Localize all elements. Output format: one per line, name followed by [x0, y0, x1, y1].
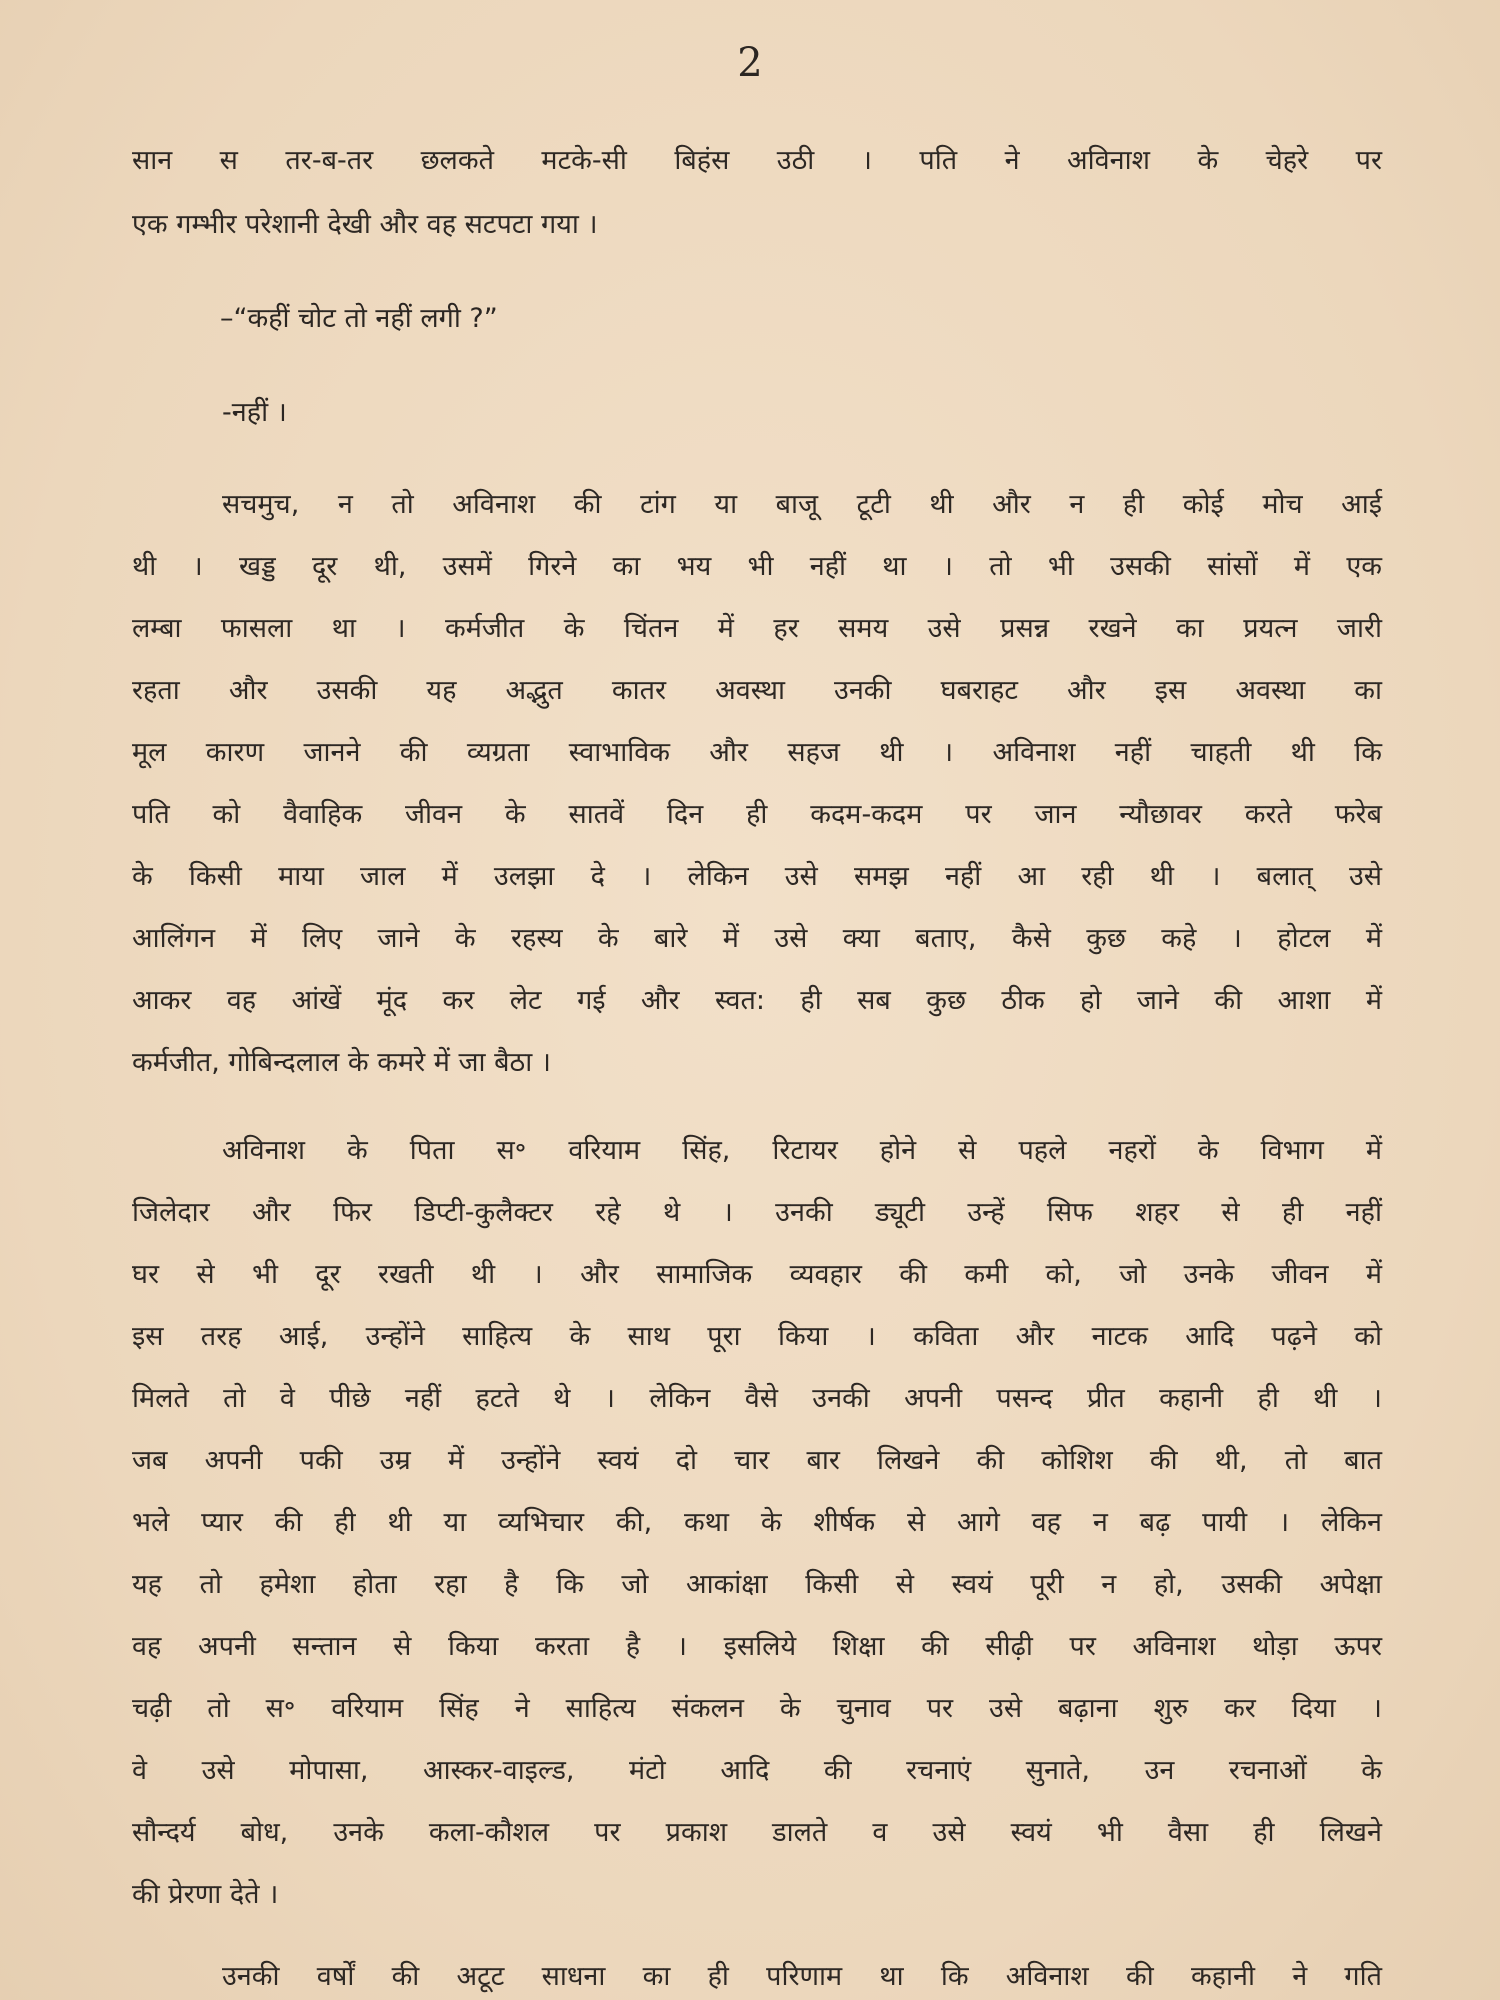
text-line: मिलते तो वे पीछे नहीं हटते थे । लेकिन वैसे उनकी अपनी पसन्द प्रीत कहानी ही थी ।	[132, 1383, 1382, 1414]
text-line: आकर वह आंखें मूंद कर लेट गई और स्वत: ही सब कुछ ठीक हो जाने की आशा में	[132, 985, 1382, 1016]
text-line: जब अपनी पकी उम्र में उन्होंने स्वयं दो चार बार लिखने की कोशिश की थी, तो बात	[132, 1445, 1382, 1476]
text-line: घर से भी दूर रखती थी । और सामाजिक व्यवहार की कमी को, जो उनके जीवन में	[132, 1259, 1382, 1290]
text-line: पति को वैवाहिक जीवन के सातवें दिन ही कदम-कदम पर जान न्यौछावर करते फरेब	[132, 799, 1382, 830]
text-line: वह अपनी सन्तान से किया करता है । इसलिये शिक्षा की सीढ़ी पर अविनाश थोड़ा ऊपर	[132, 1631, 1382, 1662]
text-line: सान स तर-ब-तर छलकते मटके-सी बिहंस उठी । पति ने अविनाश के चेहरे पर	[132, 145, 1382, 176]
text-line: इस तरह आई, उन्होंने साहित्य के साथ पूरा किया । कविता और नाटक आदि पढ़ने को	[132, 1321, 1382, 1352]
text-line: यह तो हमेशा होता रहा है कि जो आकांक्षा किसी से स्वयं पूरी न हो, उसकी अपेक्षा	[132, 1569, 1382, 1600]
text-line: कर्मजीत, गोबिन्दलाल के कमरे में जा बैठा ।	[132, 1047, 552, 1078]
text-line: वे उसे मोपासा, आस्कर-वाइल्ड, मंटो आदि की रचनाएं सुनाते, उन रचनाओं के	[132, 1755, 1382, 1786]
text-line: चढ़ी तो स॰ वरियाम सिंह ने साहित्य संकलन के चुनाव पर उसे बढ़ाना शुरु कर दिया ।	[132, 1693, 1382, 1724]
page-number: 2	[737, 40, 763, 86]
text-line: एक गम्भीर परेशानी देखी और वह सटपटा गया ।	[132, 209, 598, 240]
text-line: जिलेदार और फिर डिप्टी-कुलैक्टर रहे थे । उनकी ड्यूटी उन्हें सिफ शहर से ही नहीं	[132, 1197, 1382, 1228]
dialogue-question: –“कहीं चोट तो नहीं लगी ?”	[220, 303, 498, 334]
text-line: रहता और उसकी यह अद्भुत कातर अवस्था उनकी घबराहट और इस अवस्था का	[132, 675, 1382, 706]
dialogue-answer: -नहीं ।	[222, 397, 287, 428]
text-line: सौन्दर्य बोध, उनके कला-कौशल पर प्रकाश डालते व उसे स्वयं भी वैसा ही लिखने	[132, 1817, 1382, 1848]
text-line: के किसी माया जाल में उलझा दे । लेकिन उसे समझ नहीं आ रही थी । बलात् उसे	[132, 861, 1382, 892]
text-line: उनकी वर्षों की अटूट साधना का ही परिणाम था कि अविनाश की कहानी ने गति	[222, 1961, 1382, 1992]
text-line: लम्बा फासला था । कर्मजीत के चिंतन में हर समय उसे प्रसन्न रखने का प्रयत्न जारी	[132, 613, 1382, 644]
text-line: की प्रेरणा देते ।	[132, 1879, 279, 1910]
text-line: थी । खड्ड दूर थी, उसमें गिरने का भय भी नहीं था । तो भी उसकी सांसों में एक	[132, 551, 1382, 582]
text-line: आलिंगन में लिए जाने के रहस्य के बारे में उसे क्या बताए, कैसे कुछ कहे । होटल में	[132, 923, 1382, 954]
text-line: मूल कारण जानने की व्यग्रता स्वाभाविक और सहज थी । अविनाश नहीं चाहती थी कि	[132, 737, 1382, 768]
text-line: भले प्यार की ही थी या व्यभिचार की, कथा के शीर्षक से आगे वह न बढ़ पायी । लेकिन	[132, 1507, 1382, 1538]
text-line: सचमुच, न तो अविनाश की टांग या बाजू टूटी थी और न ही कोई मोच आई	[222, 489, 1382, 520]
text-line: अविनाश के पिता स॰ वरियाम सिंह, रिटायर होने से पहले नहरों के विभाग में	[222, 1135, 1382, 1166]
